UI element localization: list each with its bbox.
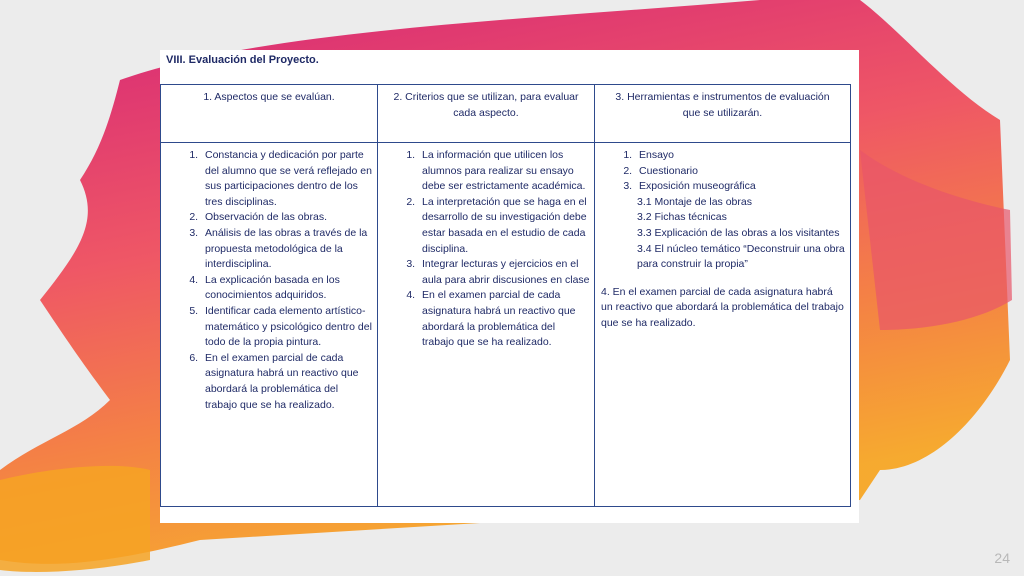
herramientas-list <box>601 148 846 195</box>
page-number: 24 <box>994 550 1010 566</box>
list-item: 3. Integrar lecturas y ejercicios en el aula para abrir discusiones en clase <box>418 257 590 288</box>
list-item: 1. La información que utilicen los alumnos para realizar su ensayo debe ser estrictamente académica. <box>418 148 590 195</box>
list-item: 3. Exposición museográfica <box>635 179 846 195</box>
list-item: 1. Constancia y dedicación por parte del alumno que se verá reflejado en sus participaciones dentro de los tres disciplinas. <box>201 148 373 210</box>
section-title: VIII. Evaluación del Proyecto. <box>166 54 319 66</box>
sub-item: 3.4 El núcleo temático “Deconstruir una obra para construir la propia” <box>637 242 845 271</box>
aspectos-list <box>167 148 373 413</box>
list-item: 2. Cuestionario <box>635 164 846 180</box>
table-body-row <box>161 143 851 507</box>
sub-item: 3.1 Montaje de las obras <box>637 195 752 208</box>
sub-item: 3.3 Explicación de las obras a los visitantes <box>637 226 840 239</box>
sub-item: 3.2 Fichas técnicas <box>637 211 727 224</box>
cell-herramientas <box>595 143 851 507</box>
exam-paragraph: 4. En el examen parcial de cada asignatura habrá un reactivo que abordará la problemática del trabajo que se ha realizado. <box>601 285 844 329</box>
header-herramientas: 3. Herramientas e instrumentos de evaluación que se utilizarán. <box>595 85 851 143</box>
document-page <box>160 50 859 523</box>
list-item: 2. La interpretación que se haga en el desarrollo de su investigación debe estar basada en el estudio de cada disciplina. <box>418 195 590 257</box>
table-header-row <box>161 85 851 143</box>
list-item: 3. Análisis de las obras a través de la propuesta metodológica de la interdisciplina. <box>201 226 373 273</box>
list-item: 2. Observación de las obras. <box>201 210 373 226</box>
list-item: 1. Ensayo <box>635 148 846 164</box>
list-item: 6. En el examen parcial de cada asignatura habrá un reactivo que abordará la problemática del trabajo que se ha realizado. <box>201 351 373 413</box>
criterios-list <box>384 148 590 351</box>
header-aspectos: 1. Aspectos que se evalúan. <box>161 85 378 143</box>
cell-criterios <box>378 143 595 507</box>
header-criterios: 2. Criterios que se utilizan, para evaluar cada aspecto. <box>378 85 595 143</box>
list-item: 4. En el examen parcial de cada asignatura habrá un reactivo que abordará la problemática del trabajo que se ha realizado. <box>418 288 590 350</box>
list-item: 5. Identificar cada elemento artístico-matemático y psicológico dentro del todo de la propia pintura. <box>201 304 373 351</box>
evaluation-table <box>160 84 851 507</box>
cell-aspectos <box>161 143 378 507</box>
list-item: 4. La explicación basada en los conocimientos adquiridos. <box>201 273 373 304</box>
